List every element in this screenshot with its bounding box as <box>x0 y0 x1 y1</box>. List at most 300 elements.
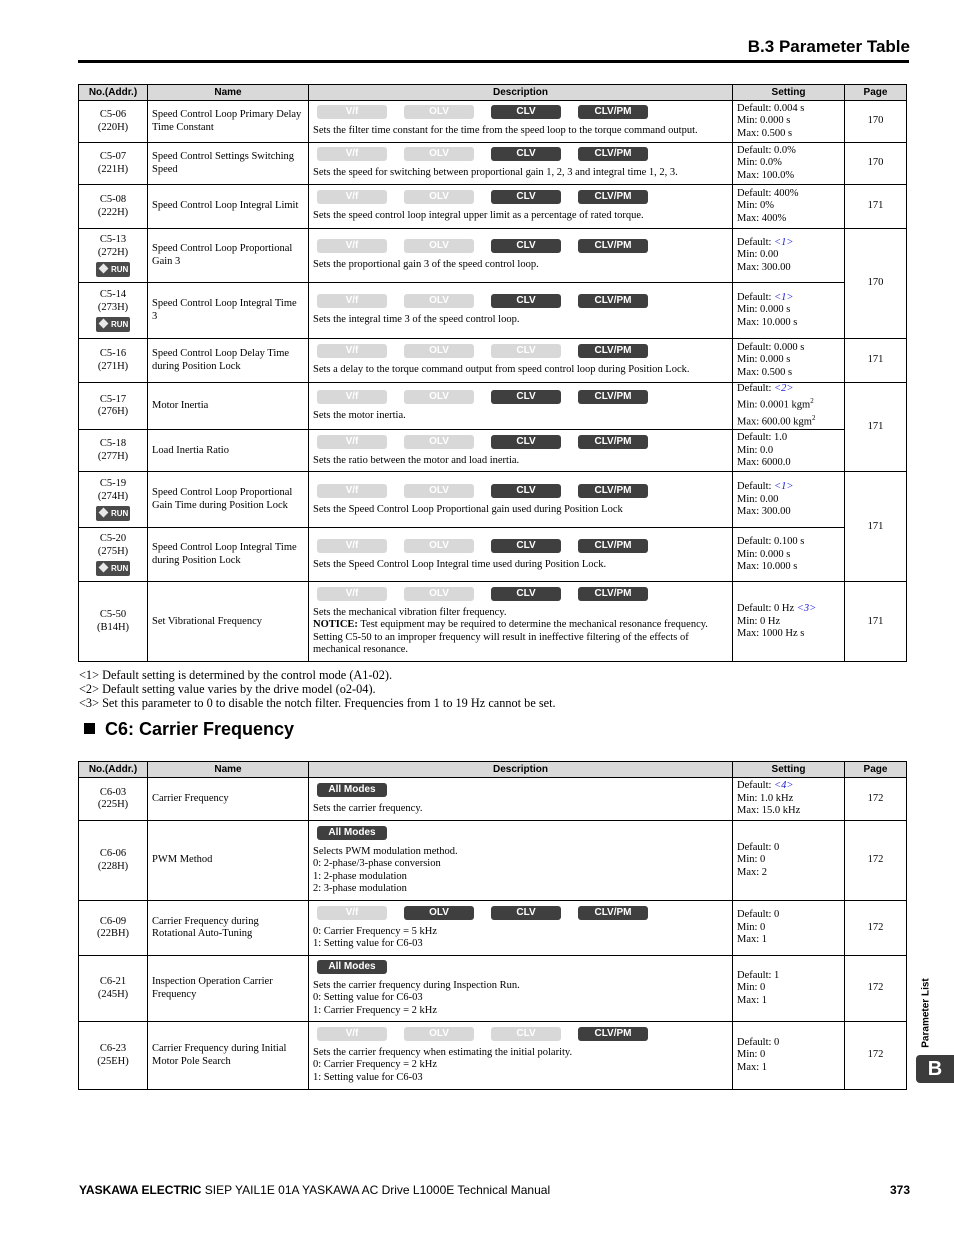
param-number-cell <box>79 472 148 528</box>
setting-min <box>737 616 840 628</box>
setting-default-value: Default: 0.000 s <box>737 341 805 353</box>
setting-max-value: Max: 15.0 kHz <box>737 805 801 817</box>
param-address: (22BH) <box>96 928 130 939</box>
table-row <box>79 430 907 472</box>
setting-min <box>737 395 840 412</box>
setting-min-value: Min: 0.0% <box>737 157 782 169</box>
mode-badge-clvpm: CLV/PM <box>578 390 648 404</box>
param-name: Motor Inertia <box>152 399 209 411</box>
description-line: 0: Carrier Frequency = 2 kHz <box>313 1059 438 1071</box>
page-reference: 170 <box>867 115 884 127</box>
square-bullet-icon <box>84 723 95 734</box>
param-number-cell <box>79 956 148 1022</box>
setting-default <box>737 603 840 615</box>
setting-max-value: Max: 0.500 s <box>737 366 793 378</box>
mode-badge-vf: V/f <box>317 105 387 119</box>
control-mode-badges <box>313 435 728 450</box>
table-row <box>79 339 907 383</box>
param-description-cell <box>309 185 733 229</box>
col-header-name: Name <box>148 762 309 778</box>
setting-min-value: Min: 0% <box>737 200 775 212</box>
param-number-cell <box>79 528 148 582</box>
mode-badge-clvpm: CLV/PM <box>578 147 648 161</box>
setting-max <box>737 262 840 274</box>
mode-badge-clv: CLV <box>491 435 561 449</box>
description-line: 2: 3-phase modulation <box>313 882 407 894</box>
setting-default <box>737 909 840 921</box>
page-reference: 170 <box>867 157 884 169</box>
param-number: C6-23 <box>99 1043 127 1055</box>
mode-badge-olv: OLV <box>404 147 474 161</box>
page-reference-cell <box>845 143 907 185</box>
param-name-cell <box>148 528 309 582</box>
setting-default-value: Default: 1 <box>737 969 780 981</box>
param-setting-cell <box>733 283 845 339</box>
description-line: Sets the Speed Control Loop Proportional gain used during Position Lock <box>313 503 623 515</box>
table-row <box>79 472 907 528</box>
setting-max-value: Max: 10.000 s <box>737 316 798 328</box>
param-description-cell <box>309 383 733 430</box>
param-setting-cell <box>733 430 845 472</box>
mode-badge-clvpm: CLV/PM <box>578 190 648 204</box>
description-line: Selects PWM modulation method. <box>313 845 458 857</box>
setting-min <box>737 854 840 866</box>
description-line: 1: Setting value for C6-03 <box>313 1071 423 1083</box>
param-setting-cell <box>733 101 845 143</box>
description-line: Sets the ratio between the motor and load inertia. <box>313 454 520 466</box>
param-name: Speed Control Loop Proportional Gain Time during Position Lock <box>152 487 293 511</box>
param-address: (276H) <box>97 406 129 418</box>
description-line: 0: Carrier Frequency = 5 kHz <box>313 925 438 937</box>
param-name: Speed Control Settings Switching Speed <box>152 151 295 175</box>
col-header-page: Page <box>845 85 907 101</box>
run-icon-label: RUN <box>111 264 129 274</box>
param-setting-cell <box>733 143 845 185</box>
setting-default <box>737 432 840 444</box>
setting-min <box>737 445 840 457</box>
setting-max-value: Max: 1 <box>737 994 768 1006</box>
param-name: Speed Control Loop Proportional Gain 3 <box>152 243 293 267</box>
param-name-cell <box>148 383 309 430</box>
param-address: (228H) <box>97 860 129 872</box>
param-number: C6-06 <box>99 848 127 860</box>
footnote-ref: <2> <box>774 383 794 394</box>
page-reference-cell <box>845 339 907 383</box>
setting-max <box>737 213 840 225</box>
mode-badge-clvpm: CLV/PM <box>578 239 648 253</box>
setting-min <box>737 982 840 994</box>
setting-default-value: Default: 400% <box>737 187 799 199</box>
mode-badge-vf: V/f <box>317 239 387 253</box>
description-line: Sets the motor inertia. <box>313 409 406 421</box>
setting-min-value: Min: 0.00 <box>737 493 779 505</box>
page-reference-cell <box>845 821 907 901</box>
setting-max-value: Max: 400% <box>737 212 787 224</box>
setting-default-value: Default: 0.0% <box>737 144 796 156</box>
param-description-cell <box>309 143 733 185</box>
param-name-cell <box>148 185 309 229</box>
page-reference-cell <box>845 1022 907 1090</box>
param-number-cell <box>79 430 148 472</box>
table-row <box>79 1022 907 1090</box>
param-address: (272H) <box>97 246 129 258</box>
notice-text <box>313 619 728 656</box>
param-setting-cell <box>733 821 845 901</box>
description-line: Sets a delay to the torque command output from speed control loop during Position Lock. <box>313 364 690 376</box>
table-row <box>79 821 907 901</box>
table-row <box>79 582 907 662</box>
control-mode-badges <box>313 587 728 602</box>
mode-badge-olv: OLV <box>404 1027 474 1041</box>
setting-max <box>737 457 840 469</box>
description-line: Sets the carrier frequency. <box>313 802 423 814</box>
c6-section-title <box>84 719 294 740</box>
setting-min-value: Min: 0 <box>737 982 766 994</box>
param-address: (222H) <box>97 206 129 218</box>
param-name: Inspection Operation Carrier Frequency <box>152 976 273 1000</box>
page-reference-cell <box>845 901 907 956</box>
col-header-page: Page <box>845 762 907 778</box>
param-number-cell <box>79 143 148 185</box>
param-name-cell <box>148 283 309 339</box>
param-address: (225H) <box>97 799 129 810</box>
param-number-cell <box>79 283 148 339</box>
param-address: (275H) <box>97 545 129 557</box>
setting-default <box>737 103 840 115</box>
description-line: Sets the mechanical vibration filter frequency. <box>313 606 507 618</box>
all-modes-badge: All Modes <box>317 826 387 840</box>
run-icon <box>96 317 130 332</box>
setting-default <box>737 780 840 792</box>
setting-default <box>737 383 840 395</box>
footnote-ref: <1> <box>774 291 794 303</box>
table-row <box>79 143 907 185</box>
mode-badge-olv: OLV <box>404 435 474 449</box>
page-reference-cell <box>845 383 907 472</box>
notice-label: NOTICE: <box>313 619 358 631</box>
setting-min-value: Min: 0 <box>737 921 766 933</box>
param-number: C5-20 <box>99 533 127 545</box>
setting-max <box>737 805 840 817</box>
diamond-icon <box>99 318 109 328</box>
param-number-cell <box>79 383 148 430</box>
setting-min-value: Min: 0.000 s <box>737 548 791 560</box>
setting-min-value: Min: 0 Hz <box>737 615 781 627</box>
diamond-icon <box>99 508 109 518</box>
setting-max <box>737 170 840 182</box>
param-name-cell <box>148 956 309 1022</box>
param-setting-cell <box>733 778 845 821</box>
setting-min <box>737 1049 840 1061</box>
setting-max-value: Max: 300.00 <box>737 261 791 273</box>
param-name: Carrier Frequency <box>152 792 229 804</box>
mode-badge-clv: CLV <box>491 1027 561 1041</box>
param-description-cell <box>309 283 733 339</box>
mode-badge-clv: CLV <box>491 390 561 404</box>
mode-badge-olv: OLV <box>404 294 474 308</box>
side-section-label: Parameter List <box>920 978 932 1048</box>
page-reference: 171 <box>867 354 884 366</box>
description-line: Sets the speed control loop integral upper limit as a percentage of rated torque. <box>313 210 644 222</box>
control-mode-badges <box>313 539 728 554</box>
param-name: Set Vibrational Frequency <box>152 615 262 627</box>
run-icon-label: RUN <box>111 509 129 519</box>
param-number: C5-16 <box>99 348 127 360</box>
param-number: C5-17 <box>99 393 127 405</box>
param-address: (271H) <box>97 360 129 372</box>
mode-badge-olv: OLV <box>404 539 474 553</box>
param-address: (274H) <box>97 490 129 502</box>
setting-max-value: Max: 6000.0 <box>737 456 791 468</box>
description-line: Sets the proportional gain 3 of the speed control loop. <box>313 259 539 271</box>
table-header-row <box>79 85 907 101</box>
setting-default <box>737 1037 840 1049</box>
description-line: 1: 2-phase modulation <box>313 870 407 882</box>
param-setting-cell <box>733 1022 845 1090</box>
setting-max-value: Max: 100.0% <box>737 169 795 181</box>
table-header-row <box>79 762 907 778</box>
setting-min <box>737 549 840 561</box>
setting-max-value: Max: 1 <box>737 1061 768 1073</box>
page-number: 373 <box>889 1183 910 1197</box>
param-description-cell <box>309 430 733 472</box>
page-reference: 172 <box>867 854 884 866</box>
setting-min-value: Min: 0.000 s <box>737 354 791 366</box>
section-header-title: B.3 Parameter Table <box>747 37 910 56</box>
param-address: (221H) <box>97 163 129 175</box>
setting-min <box>737 249 840 261</box>
setting-min-value: Min: 0.000 s <box>737 115 791 127</box>
param-number: C6-03 <box>99 786 127 798</box>
run-icon <box>96 506 130 521</box>
table-row <box>79 901 907 956</box>
diamond-icon <box>99 563 109 573</box>
description-line: 0: 2-phase/3-phase conversion <box>313 858 441 870</box>
param-setting-cell <box>733 901 845 956</box>
control-mode-badges <box>313 906 728 921</box>
appendix-tab: B <box>916 1055 954 1083</box>
control-mode-badges <box>313 190 728 205</box>
setting-default <box>737 842 840 854</box>
setting-max <box>737 1062 840 1074</box>
param-name-cell <box>148 901 309 956</box>
param-name-cell <box>148 821 309 901</box>
c6-title-text: C6: Carrier Frequency <box>105 719 295 739</box>
setting-max-value: Max: 300.00 <box>737 505 791 517</box>
param-name-cell <box>148 339 309 383</box>
diamond-icon <box>99 263 109 273</box>
footnote-ref: <3> <box>796 603 817 615</box>
page-reference: 171 <box>867 520 884 532</box>
param-name: Speed Control Loop Integral Time during Position Lock <box>152 542 297 566</box>
setting-min-value: Min: 0.0001 kgm <box>737 399 811 411</box>
page-reference-cell <box>845 956 907 1022</box>
param-number: C5-18 <box>99 438 127 450</box>
control-mode-badges <box>313 294 728 309</box>
mode-badge-vf: V/f <box>317 294 387 308</box>
mode-badge-vf: V/f <box>317 539 387 553</box>
mode-badge-olv: OLV <box>404 390 474 404</box>
mode-badge-olv: OLV <box>404 587 474 601</box>
table-row <box>79 956 907 1022</box>
param-name: Speed Control Loop Primary Delay Time Constant <box>152 109 302 133</box>
mode-badge-clvpm: CLV/PM <box>578 435 648 449</box>
header-rule <box>78 60 909 63</box>
mode-badge-clvpm: CLV/PM <box>578 344 648 358</box>
param-number-cell <box>79 582 148 662</box>
description-line: Sets the integral time 3 of the speed control loop. <box>313 314 520 326</box>
col-header-name: Name <box>148 85 309 101</box>
setting-default <box>737 145 840 157</box>
param-setting-cell <box>733 229 845 283</box>
param-number-cell <box>79 901 148 956</box>
page-reference-cell <box>845 582 907 662</box>
control-mode-badges <box>313 484 728 499</box>
param-setting-cell <box>733 339 845 383</box>
setting-default-value: Default: 0 <box>737 1036 780 1048</box>
page-reference: 171 <box>867 200 884 212</box>
control-mode-badges <box>313 1027 728 1042</box>
footnote-ref: <1> <box>774 481 794 493</box>
param-number: C6-21 <box>99 976 127 988</box>
mode-badge-vf: V/f <box>317 344 387 358</box>
footnote-ref: <4> <box>774 780 794 792</box>
param-description-cell <box>309 472 733 528</box>
setting-default-value: Default: 0 <box>737 841 780 853</box>
param-description-cell <box>309 956 733 1022</box>
param-name: Load Inertia Ratio <box>152 444 229 456</box>
setting-default-value: Default: 0 Hz <box>737 603 797 615</box>
setting-max <box>737 367 840 379</box>
col-header-description: Description <box>309 85 733 101</box>
page-reference: 172 <box>867 1049 884 1061</box>
control-mode-badges <box>313 390 728 405</box>
param-description-cell <box>309 582 733 662</box>
unit-superscript: 2 <box>810 397 814 406</box>
unit-superscript: 2 <box>811 414 816 423</box>
param-address: (245H) <box>97 988 129 1000</box>
param-description-cell <box>309 1022 733 1090</box>
control-mode-badges <box>313 239 728 254</box>
table-row <box>79 383 907 430</box>
page-reference: 171 <box>867 420 884 432</box>
run-icon <box>96 561 130 576</box>
footer-doc-title: SIEP YAIL1E 01A YASKAWA AC Drive L1000E Technical Manual <box>201 1183 551 1197</box>
setting-min-value: Min: 1.0 kHz <box>737 792 794 804</box>
param-setting-cell <box>733 185 845 229</box>
setting-default-value: Default: <box>737 383 775 394</box>
page-reference: 172 <box>867 921 884 933</box>
c5-parameter-table <box>78 84 907 662</box>
control-mode-badges <box>313 344 728 359</box>
mode-badge-vf: V/f <box>317 587 387 601</box>
param-description-cell <box>309 778 733 821</box>
notice-body: Test equipment may be required to determine the mechanical resonance frequency. Setting C5-50 to an improper frequency will result in ineffective filtering of the effects of mechanical resonance. <box>313 619 708 656</box>
footnote: <3> Set this parameter to 0 to disable the notch filter. Frequencies from 1 to 19 Hz cannot be set. <box>79 696 556 710</box>
param-description-cell <box>309 901 733 956</box>
page-reference-cell <box>845 101 907 143</box>
param-number: C5-19 <box>99 478 127 490</box>
param-number: C5-50 <box>99 609 127 621</box>
setting-default <box>737 342 840 354</box>
footnotes <box>79 668 556 710</box>
param-number-cell <box>79 778 148 821</box>
col-header-setting: Setting <box>733 762 845 778</box>
param-address: (277H) <box>97 450 129 462</box>
param-name: Carrier Frequency during Initial Motor Pole Search <box>152 1043 287 1067</box>
mode-badge-olv: OLV <box>404 484 474 498</box>
mode-badge-clvpm: CLV/PM <box>578 587 648 601</box>
mode-badge-vf: V/f <box>317 484 387 498</box>
setting-default-value: Default: 1.0 <box>737 432 788 444</box>
setting-max <box>737 506 840 518</box>
param-number: C5-08 <box>99 194 127 206</box>
setting-max <box>737 128 840 140</box>
param-number-cell <box>79 821 148 901</box>
param-name-cell <box>148 582 309 662</box>
mode-badge-clv: CLV <box>491 239 561 253</box>
mode-badge-vf: V/f <box>317 906 387 920</box>
setting-min-value: Min: 0.00 <box>737 249 779 261</box>
setting-default <box>737 292 840 304</box>
param-setting-cell <box>733 472 845 528</box>
mode-badge-olv: OLV <box>404 239 474 253</box>
mode-badge-clvpm: CLV/PM <box>578 294 648 308</box>
mode-badge-clvpm: CLV/PM <box>578 1027 648 1041</box>
col-header-no: No.(Addr.) <box>79 85 148 101</box>
setting-max-value: Max: 1000 Hz s <box>737 627 805 639</box>
description-line: Sets the filter time constant for the time from the speed loop to the torque command output. <box>313 125 698 137</box>
setting-default-value: Default: 0.100 s <box>737 536 805 548</box>
setting-min <box>737 793 840 805</box>
page-reference: 172 <box>867 792 884 804</box>
footnote: <1> Default setting is determined by the control mode (A1-02). <box>79 668 393 682</box>
mode-badge-clv: CLV <box>491 190 561 204</box>
mode-badge-clv: CLV <box>491 147 561 161</box>
param-name-cell <box>148 472 309 528</box>
setting-max-value: Max: 10.000 s <box>737 560 798 572</box>
run-icon-label: RUN <box>111 319 129 329</box>
description-line: 1: Carrier Frequency = 2 kHz <box>313 1004 438 1016</box>
mode-badge-clvpm: CLV/PM <box>578 105 648 119</box>
mode-badge-vf: V/f <box>317 190 387 204</box>
description-line: 0: Setting value for C6-03 <box>313 992 423 1004</box>
setting-default <box>737 970 840 982</box>
control-mode-badges <box>313 960 728 975</box>
table-row <box>79 101 907 143</box>
setting-default <box>737 188 840 200</box>
setting-min <box>737 304 840 316</box>
param-name-cell <box>148 143 309 185</box>
mode-badge-clvpm: CLV/PM <box>578 539 648 553</box>
param-description-cell <box>309 339 733 383</box>
param-name-cell <box>148 778 309 821</box>
mode-badge-olv: OLV <box>404 906 474 920</box>
setting-min-value: Min: 0 <box>737 854 766 866</box>
footnote-ref: <1> <box>774 236 794 248</box>
param-address: (25EH) <box>97 1055 129 1067</box>
param-name-cell <box>148 1022 309 1090</box>
page-footer <box>79 1183 550 1197</box>
description-line: Sets the Speed Control Loop Integral time used during Position Lock. <box>313 558 607 570</box>
table-row <box>79 528 907 582</box>
setting-min <box>737 494 840 506</box>
param-description-cell <box>309 821 733 901</box>
page-reference: 172 <box>867 982 884 994</box>
setting-max <box>737 412 840 429</box>
table-row <box>79 778 907 821</box>
description-line: 1: Setting value for C6-03 <box>313 938 423 949</box>
